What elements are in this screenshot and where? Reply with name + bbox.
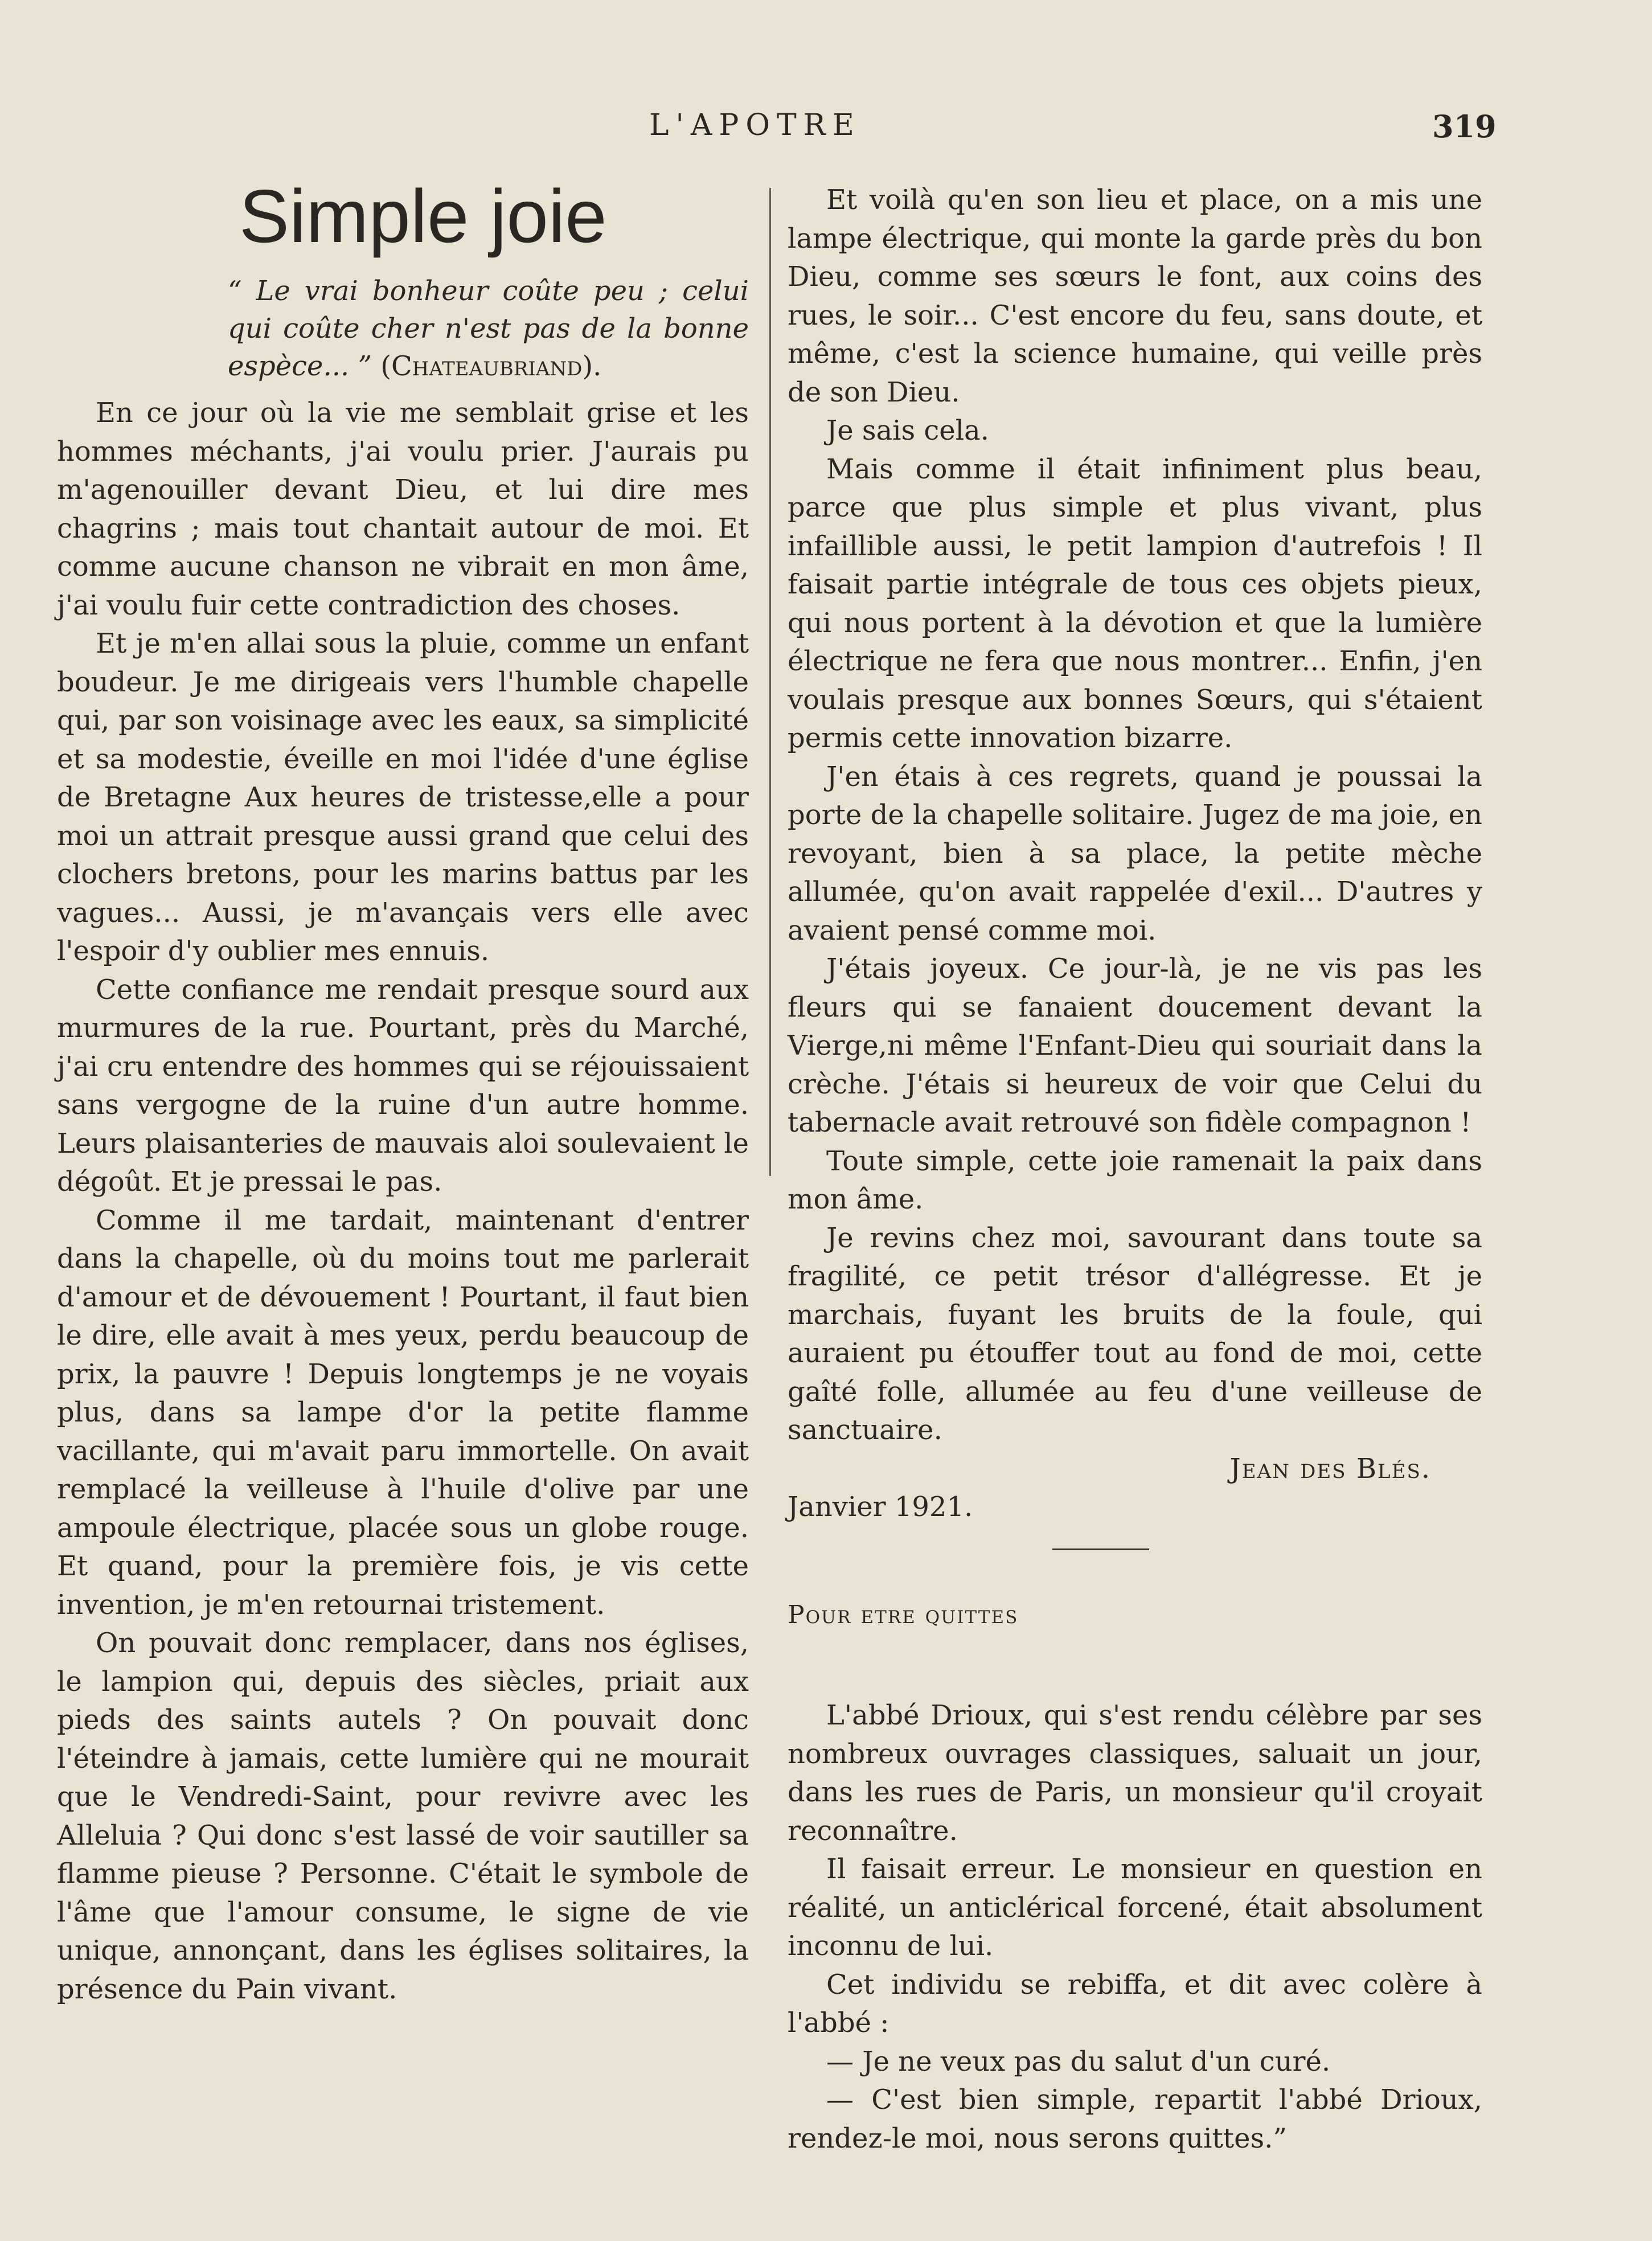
anecdote-heading: Pour etre quittes bbox=[788, 1600, 1019, 1629]
paragraph: Cette confiance me rendait presque sourd aux murmures de la rue. Pourtant, près du Marché, j'ai cru entendre des hommes qui se réjouissaient sans vergogne de la ruine d'un autre homme. Leurs plaisanteries de mauvais aloi soulevaient le dégoût. Et je pressai le pas. bbox=[57, 973, 749, 1198]
epigraph-attribution: (Chateaubriand). bbox=[380, 350, 602, 382]
epigraph bbox=[228, 272, 749, 385]
section-separator bbox=[1052, 1548, 1149, 1550]
right-column bbox=[788, 181, 1482, 2158]
paragraph: L'abbé Drioux, qui s'est rendu célèbre par ses nombreux ouvrages classiques, saluait un jour, dans les rues de Paris, un monsieur qu'il croyait reconnaître. bbox=[788, 1699, 1482, 1847]
column-divider bbox=[769, 188, 771, 1176]
paragraph: Cet individu se rebiffa, et dit avec colère à l'abbé : bbox=[788, 1968, 1482, 2039]
paragraph: J'en étais à ces regrets, quand je poussai la porte de la chapelle solitaire. Jugez de ma joie, en revoyant, bien à sa place, la petite mèche allumée, qu'on avait rappelée d'exil... D'autres y avaient pensé comme moi. bbox=[788, 760, 1482, 947]
paragraph: Et voilà qu'en son lieu et place, on a mis une lampe électrique, qui monte la garde près du bon Dieu, comme ses sœurs le font, aux coins des rues, le soir... C'est encore du feu, sans doute, et même, c'est la science humaine, qui veille près de son Dieu. bbox=[788, 184, 1482, 408]
paragraph: Je sais cela. bbox=[826, 415, 989, 446]
page-header bbox=[0, 103, 1652, 154]
paragraph: — C'est bien simple, repartit l'abbé Drioux, rendez-le moi, nous serons quittes.” bbox=[788, 2084, 1482, 2154]
paragraph: Il faisait erreur. Le monsieur en question en réalité, un anticlérical forcené, était absolument inconnu de lui. bbox=[788, 1853, 1482, 1962]
paragraph: En ce jour où la vie me semblait grise et les hommes méchants, j'ai voulu prier. J'aurais pu m'agenouiller devant Dieu, et lui dire mes chagrins ; mais tout chantait autour de moi. Et comme aucune chanson ne vibrait en mon âme, j'ai voulu fuir cette contradiction des choses. bbox=[57, 397, 749, 621]
left-column bbox=[57, 171, 749, 2009]
author-signature: Jean des Blés. bbox=[1229, 1452, 1431, 1485]
paragraph: Comme il me tardait, maintenant d'entrer dans la chapelle, où du moins tout me parlerait d'amour et de dévouement ! Pourtant, il faut bien le dire, elle avait à mes yeux, perdu beaucoup de prix, la pauvre ! Depuis longtemps je ne voyais plus, dans sa lampe d'or la petite flamme vacillante, qui m'avait paru immortelle. On avait remplacé la veilleuse à l'huile d'olive par une ampoule électrique, placée sous un globe rouge. Et quand, pour la première fois, je vis cette invention, je m'en retournai tristement. bbox=[57, 1204, 749, 1621]
paragraph: On pouvait donc remplacer, dans nos églises, le lampion qui, depuis des siècles, priait aux pieds des saints autels ? On pouvait donc l'éteindre à jamais, cette lumière qui ne mourait que le Vendredi-Saint, pour revivre avec les Alleluia ? Qui donc s'est lassé de voir sautiller sa flamme pieuse ? Personne. C'était le symbole de l'âme que l'amour consume, le signe de vie unique, annonçant, dans les églises solitaires, la présence du Pain vivant. bbox=[57, 1627, 749, 2005]
paragraph: — Je ne veux pas du salut d'un curé. bbox=[826, 2045, 1331, 2078]
paragraph: Toute simple, cette joie ramenait la paix dans mon âme. bbox=[788, 1145, 1482, 1215]
paragraph: Et je m'en allai sous la pluie, comme un enfant boudeur. Je me dirigeais vers l'humble chapelle qui, par son voisinage avec les eaux, sa simplicité et sa modestie, éveille en moi l'idée d'une église de Bretagne Aux heures de tristesse,elle a pour moi un attrait presque aussi grand que celui des clochers bretons, pour les marins battus par les vagues... Aussi, je m'avançais vers elle avec l'espoir d'y oublier mes ennuis. bbox=[57, 628, 749, 967]
page-number: 319 bbox=[1432, 108, 1497, 145]
article-date: Janvier 1921. bbox=[788, 1491, 973, 1523]
article-title: Simple joie bbox=[239, 174, 607, 258]
paragraph: Je revins chez moi, savourant dans toute sa fragilité, ce petit trésor d'allégresse. Et je marchais, fuyant les bruits de la foule, qui auraient pu étouffer tout au fond de moi, cette gaîté folle, allumée au feu d'une veilleuse de sanctuaire. bbox=[788, 1222, 1482, 1446]
running-title: L'APOTRE bbox=[649, 108, 861, 142]
paragraph: J'étais joyeux. Ce jour-là, je ne vis pas les fleurs qui se fanaient doucement devant la Vierge,ni même l'Enfant-Dieu qui souriait dans la crèche. J'étais si heureux de voir que Celui du tabernacle avait retrouvé son fidèle compagnon ! bbox=[788, 953, 1482, 1138]
epigraph-quote: “ Le vrai bonheur coûte peu ; celui qui coûte cher n'est pas de la bonne espèce... ” bbox=[228, 275, 749, 382]
paragraph: Mais comme il était infiniment plus beau, parce que plus simple et plus vivant, plus infaillible aussi, le petit lampion d'autrefois ! Il faisait partie intégrale de tous ces objets pieux, qui nous portent à la dévotion et que la lumière électrique ne fera que nous montrer... Enfin, j'en voulais presque aux bonnes Sœurs, qui s'étaient permis cette innovation bizarre. bbox=[788, 453, 1482, 754]
